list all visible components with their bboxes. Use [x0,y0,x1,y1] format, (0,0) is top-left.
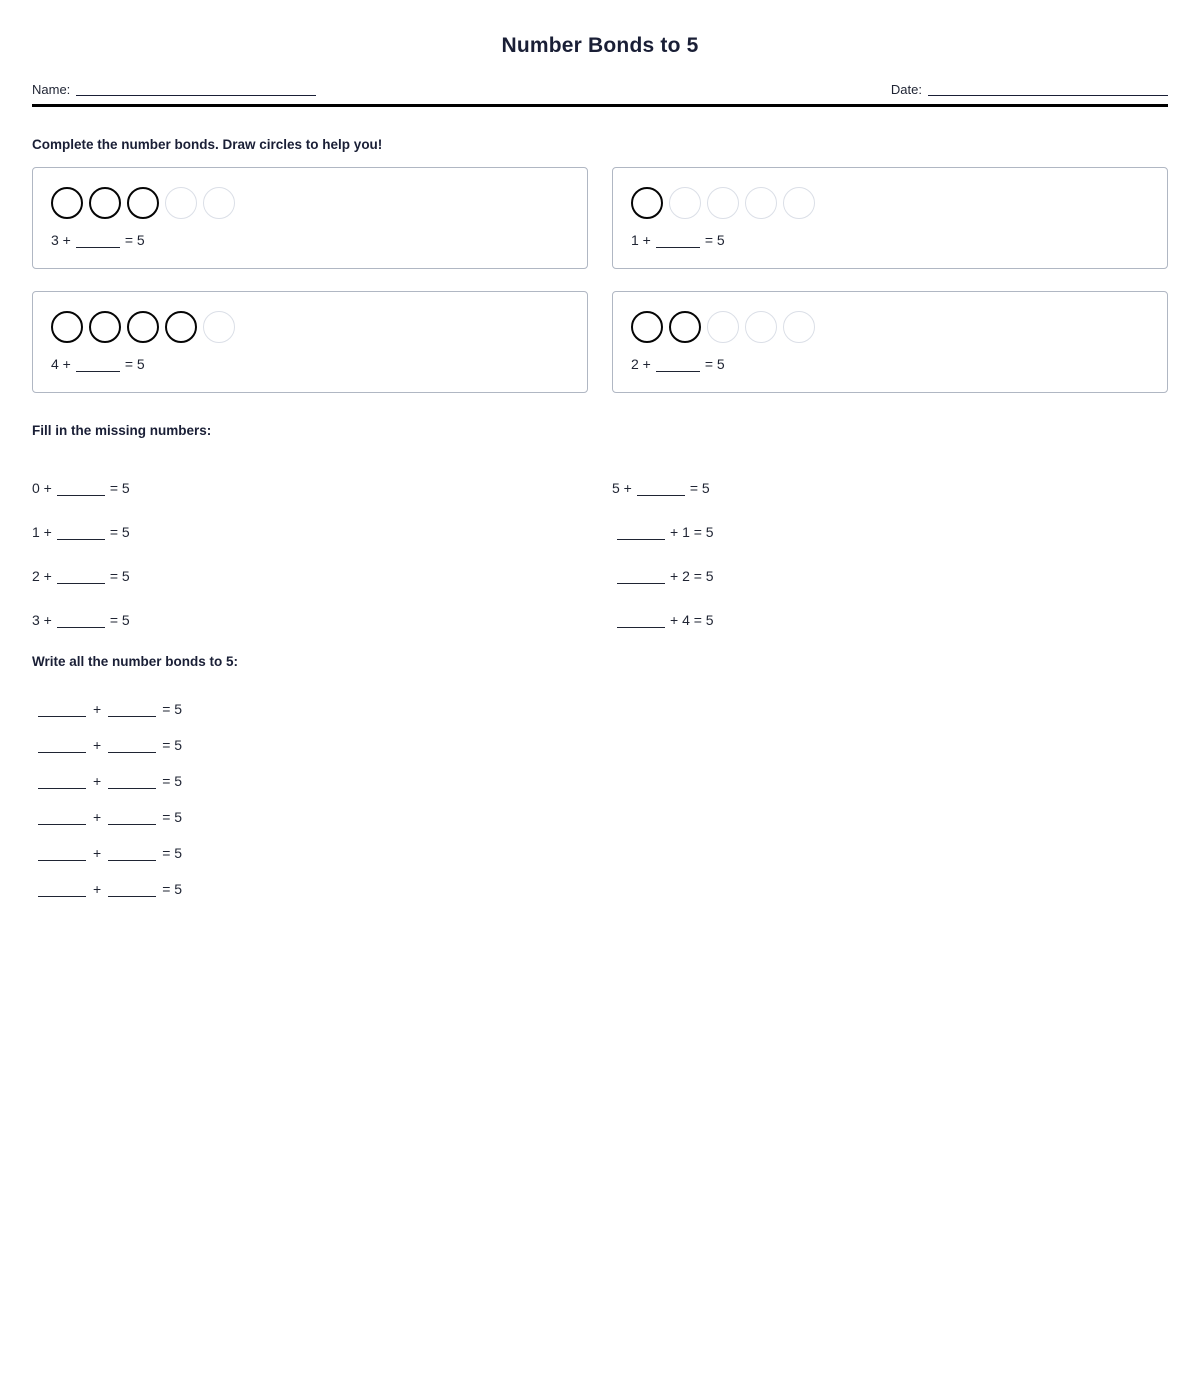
number-bond-box[interactable] [32,167,588,269]
filled-circle-icon [89,187,121,219]
circle-row [51,184,569,222]
empty-circle-icon[interactable] [203,311,235,343]
answer-blank[interactable] [617,526,665,540]
write-all-row [32,681,1168,717]
empty-circle-icon[interactable] [745,187,777,219]
name-field-group [32,83,316,96]
plus-operator: + [93,845,102,861]
empty-circle-icon[interactable] [745,311,777,343]
name-input-line[interactable] [76,84,316,96]
write-all-row [32,861,1168,897]
empty-circle-icon[interactable] [783,311,815,343]
equation-rhs: = 5 [109,524,130,540]
page-title: Number Bonds to 5 [501,34,699,57]
equation-rhs: = 5 [704,356,725,372]
equation-rhs: + 4 = 5 [670,612,714,628]
equation-lhs: 0 + [32,480,52,496]
answer-blank-first[interactable] [38,883,86,897]
filled-circle-icon [89,311,121,343]
equation-rhs: = 5 [109,568,130,584]
answer-blank[interactable] [617,614,665,628]
equation-rhs: + 2 = 5 [670,568,714,584]
write-all-row [32,717,1168,753]
write-all-row [32,789,1168,825]
plus-operator: + [93,701,102,717]
answer-blank[interactable] [57,526,105,540]
equation-row [612,452,1168,496]
section-heading-writeall: Write all the number bonds to 5: [32,654,239,669]
write-all-list [32,681,1168,897]
equation-rhs: = 5 [162,701,183,717]
number-bond-box[interactable] [32,291,588,393]
equation-rhs: = 5 [124,232,145,248]
equation-rhs: = 5 [689,480,710,496]
filled-circle-icon [669,311,701,343]
answer-blank-second[interactable] [108,775,156,789]
section-heading-missing: Fill in the missing numbers: [32,423,212,438]
equation-row [32,452,588,496]
section-heading-bonds: Complete the number bonds. Draw circles to help you! [32,137,383,152]
answer-blank[interactable] [57,614,105,628]
empty-circle-icon[interactable] [783,187,815,219]
equation-lhs: 3 + [32,612,52,628]
answer-blank-second[interactable] [108,883,156,897]
equation-rhs: = 5 [109,612,130,628]
empty-circle-icon[interactable] [669,187,701,219]
equation-lhs: 1 + [631,232,651,248]
answer-blank-first[interactable] [38,703,86,717]
date-input-line[interactable] [928,84,1168,96]
filled-circle-icon [51,311,83,343]
bond-equation [631,232,1149,248]
empty-circle-icon[interactable] [203,187,235,219]
name-label: Name: [32,82,71,97]
equation-row [32,584,588,628]
equation-rhs: = 5 [162,845,183,861]
write-all-row [32,753,1168,789]
equation-rhs: = 5 [162,737,183,753]
equation-row [612,540,1168,584]
filled-circle-icon [165,311,197,343]
equation-lhs: 2 + [32,568,52,584]
plus-operator: + [93,881,102,897]
missing-right-column [612,452,1168,628]
answer-blank[interactable] [57,482,105,496]
answer-blank[interactable] [656,358,700,372]
equation-lhs: 3 + [51,232,71,248]
plus-operator: + [93,773,102,789]
equation-rhs: = 5 [162,809,183,825]
date-field-group [891,83,1168,96]
circle-row [51,308,569,346]
answer-blank[interactable] [656,234,700,248]
filled-circle-icon [631,311,663,343]
write-all-row [32,825,1168,861]
number-bond-grid [32,167,1168,393]
equation-lhs: 1 + [32,524,52,540]
missing-numbers-grid [32,452,1168,628]
answer-blank-first[interactable] [38,775,86,789]
filled-circle-icon [127,187,159,219]
answer-blank-second[interactable] [108,739,156,753]
answer-blank-second[interactable] [108,847,156,861]
bond-equation [51,356,569,372]
equation-lhs: 5 + [612,480,632,496]
circle-row [631,184,1149,222]
empty-circle-icon[interactable] [707,187,739,219]
equation-lhs: 4 + [51,356,71,372]
plus-operator: + [93,737,102,753]
answer-blank[interactable] [617,570,665,584]
answer-blank[interactable] [637,482,685,496]
equation-lhs: 2 + [631,356,651,372]
plus-operator: + [93,809,102,825]
circle-row [631,308,1149,346]
number-bond-box[interactable] [612,167,1168,269]
answer-blank-second[interactable] [108,811,156,825]
equation-rhs: = 5 [162,881,183,897]
answer-blank-second[interactable] [108,703,156,717]
date-label: Date: [890,82,922,97]
answer-blank-first[interactable] [38,811,86,825]
equation-rhs: = 5 [704,232,725,248]
number-bond-box[interactable] [612,291,1168,393]
filled-circle-icon [631,187,663,219]
answer-blank[interactable] [76,358,120,372]
equation-rhs: = 5 [162,773,183,789]
equation-row [32,540,588,584]
missing-left-column [32,452,588,628]
filled-circle-icon [127,311,159,343]
equation-rhs: = 5 [109,480,130,496]
answer-blank-first[interactable] [38,847,86,861]
empty-circle-icon[interactable] [707,311,739,343]
equation-rhs: + 1 = 5 [670,524,714,540]
answer-blank-first[interactable] [38,739,86,753]
empty-circle-icon[interactable] [165,187,197,219]
answer-blank[interactable] [57,570,105,584]
filled-circle-icon [51,187,83,219]
equation-row [612,496,1168,540]
name-date-row [32,83,1168,96]
bond-equation [51,232,569,248]
equation-rhs: = 5 [124,356,145,372]
bond-equation [631,356,1149,372]
equation-row [612,584,1168,628]
answer-blank[interactable] [76,234,120,248]
equation-row [32,496,588,540]
